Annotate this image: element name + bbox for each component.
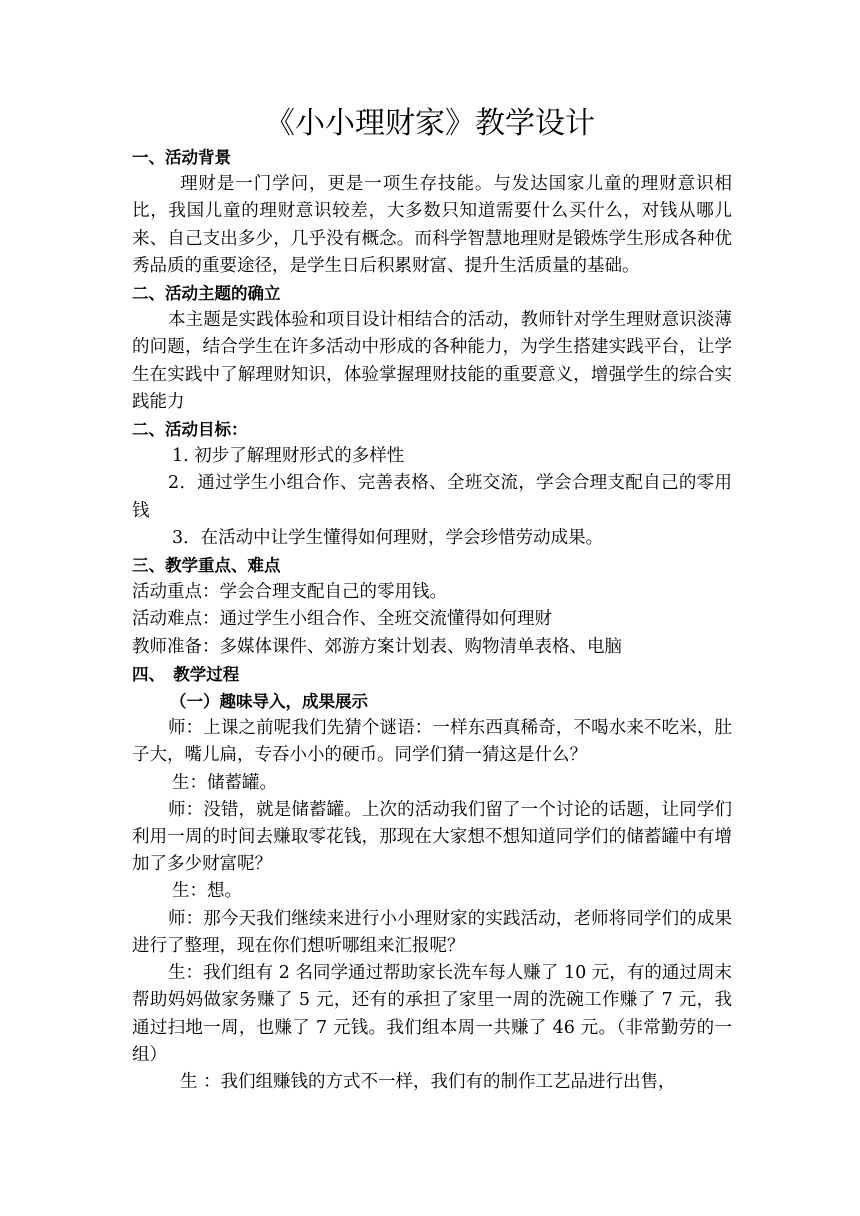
dialogue-teacher-piggybank: 师：没错，就是储蓄罐。上次的活动我们留了一个讨论的话题，让同学们利用一周的时间去赚取零花钱，那现在大家想不想知道同学们的储蓄罐中有增加了多少财富呢？ bbox=[132, 799, 732, 875]
teacher-prep-line: 教师准备：多媒体课件、郊游方案计划表、购物清单表格、电脑 bbox=[132, 636, 622, 657]
document-body bbox=[132, 144, 732, 1096]
goal-item-2: 2．通过学生小组合作、完善表格、全班交流，学会合理支配自己的零用钱 bbox=[132, 473, 732, 521]
difficulty-line: 活动难点：通过学生小组合作、全班交流懂得如何理财 bbox=[132, 609, 552, 630]
section-heading-key-points: 三、教学重点、难点 bbox=[132, 556, 281, 576]
paragraph-background: 理财是一门学问，更是一项生存技能。与发达国家儿童的理财意识相比，我国儿童的理财意识较差，大多数只知道需要什么买什么，对钱从哪儿来、自己支出多少，几乎没有概念。而科学智慧地理财是锻炼学生形成各种优秀品质的重要途径，是学生日后积累财富、提升生活质量的基础。 bbox=[132, 174, 732, 276]
subsection-heading-intro: （一）趣味导入，成果展示 bbox=[170, 692, 368, 712]
dialogue-teacher-report: 师：那今天我们继续来进行小小理财家的实践活动，老师将同学们的成果进行了整理，现在你们想听哪组来汇报呢？ bbox=[132, 908, 732, 956]
key-point-line: 活动重点：学会合理支配自己的零用钱。 bbox=[132, 582, 447, 603]
section-heading-background: 一、活动背景 bbox=[132, 148, 231, 167]
section-heading-process: 四、 教学过程 bbox=[132, 664, 240, 684]
dialogue-student-group1: 生：我们组有 2 名同学通过帮助家长洗车每人赚了 10 元，有的通过周末帮助妈妈做家务赚了 5 元，还有的承担了家里一周的洗碗工作赚了 7 元，我通过扫地一周，也赚了 7 元钱。我们组本周一共赚了 46 元。（非常勤劳的一组） bbox=[132, 963, 732, 1065]
section-heading-goals: 二、活动目标： bbox=[132, 420, 248, 440]
dialogue-teacher-riddle: 师：上课之前呢我们先猜个谜语：一样东西真稀奇，不喝水来不吃米，肚子大，嘴儿扁，专吞小小的硬币。同学们猜一猜这是什么？ bbox=[132, 718, 732, 766]
paragraph-theme: 本主题是实践体验和项目设计相结合的活动，教师针对学生理财意识淡薄的问题，结合学生在许多活动中形成的各种能力，为学生搭建实践平台，让学生在实践中了解理财知识，体验掌握理财技能的重要意义，增强学生的综合实践能力 bbox=[132, 310, 732, 412]
dialogue-student-yes: 生：想。 bbox=[172, 881, 242, 902]
dialogue-student-answer: 生：储蓄罐。 bbox=[172, 772, 277, 793]
section-heading-theme: 二、活动主题的确立 bbox=[132, 284, 281, 304]
document-title: 《小小理财家》教学设计 bbox=[265, 106, 595, 141]
goal-item-1: 1. 初步了解理财形式的多样性 bbox=[172, 446, 405, 467]
dialogue-student-group2: 生 ：我们组赚钱的方式不一样，我们有的制作工艺品进行出售， bbox=[180, 1071, 676, 1092]
goal-item-3: 3．在活动中让学生懂得如何理财，学会珍惜劳动成果。 bbox=[172, 527, 604, 548]
